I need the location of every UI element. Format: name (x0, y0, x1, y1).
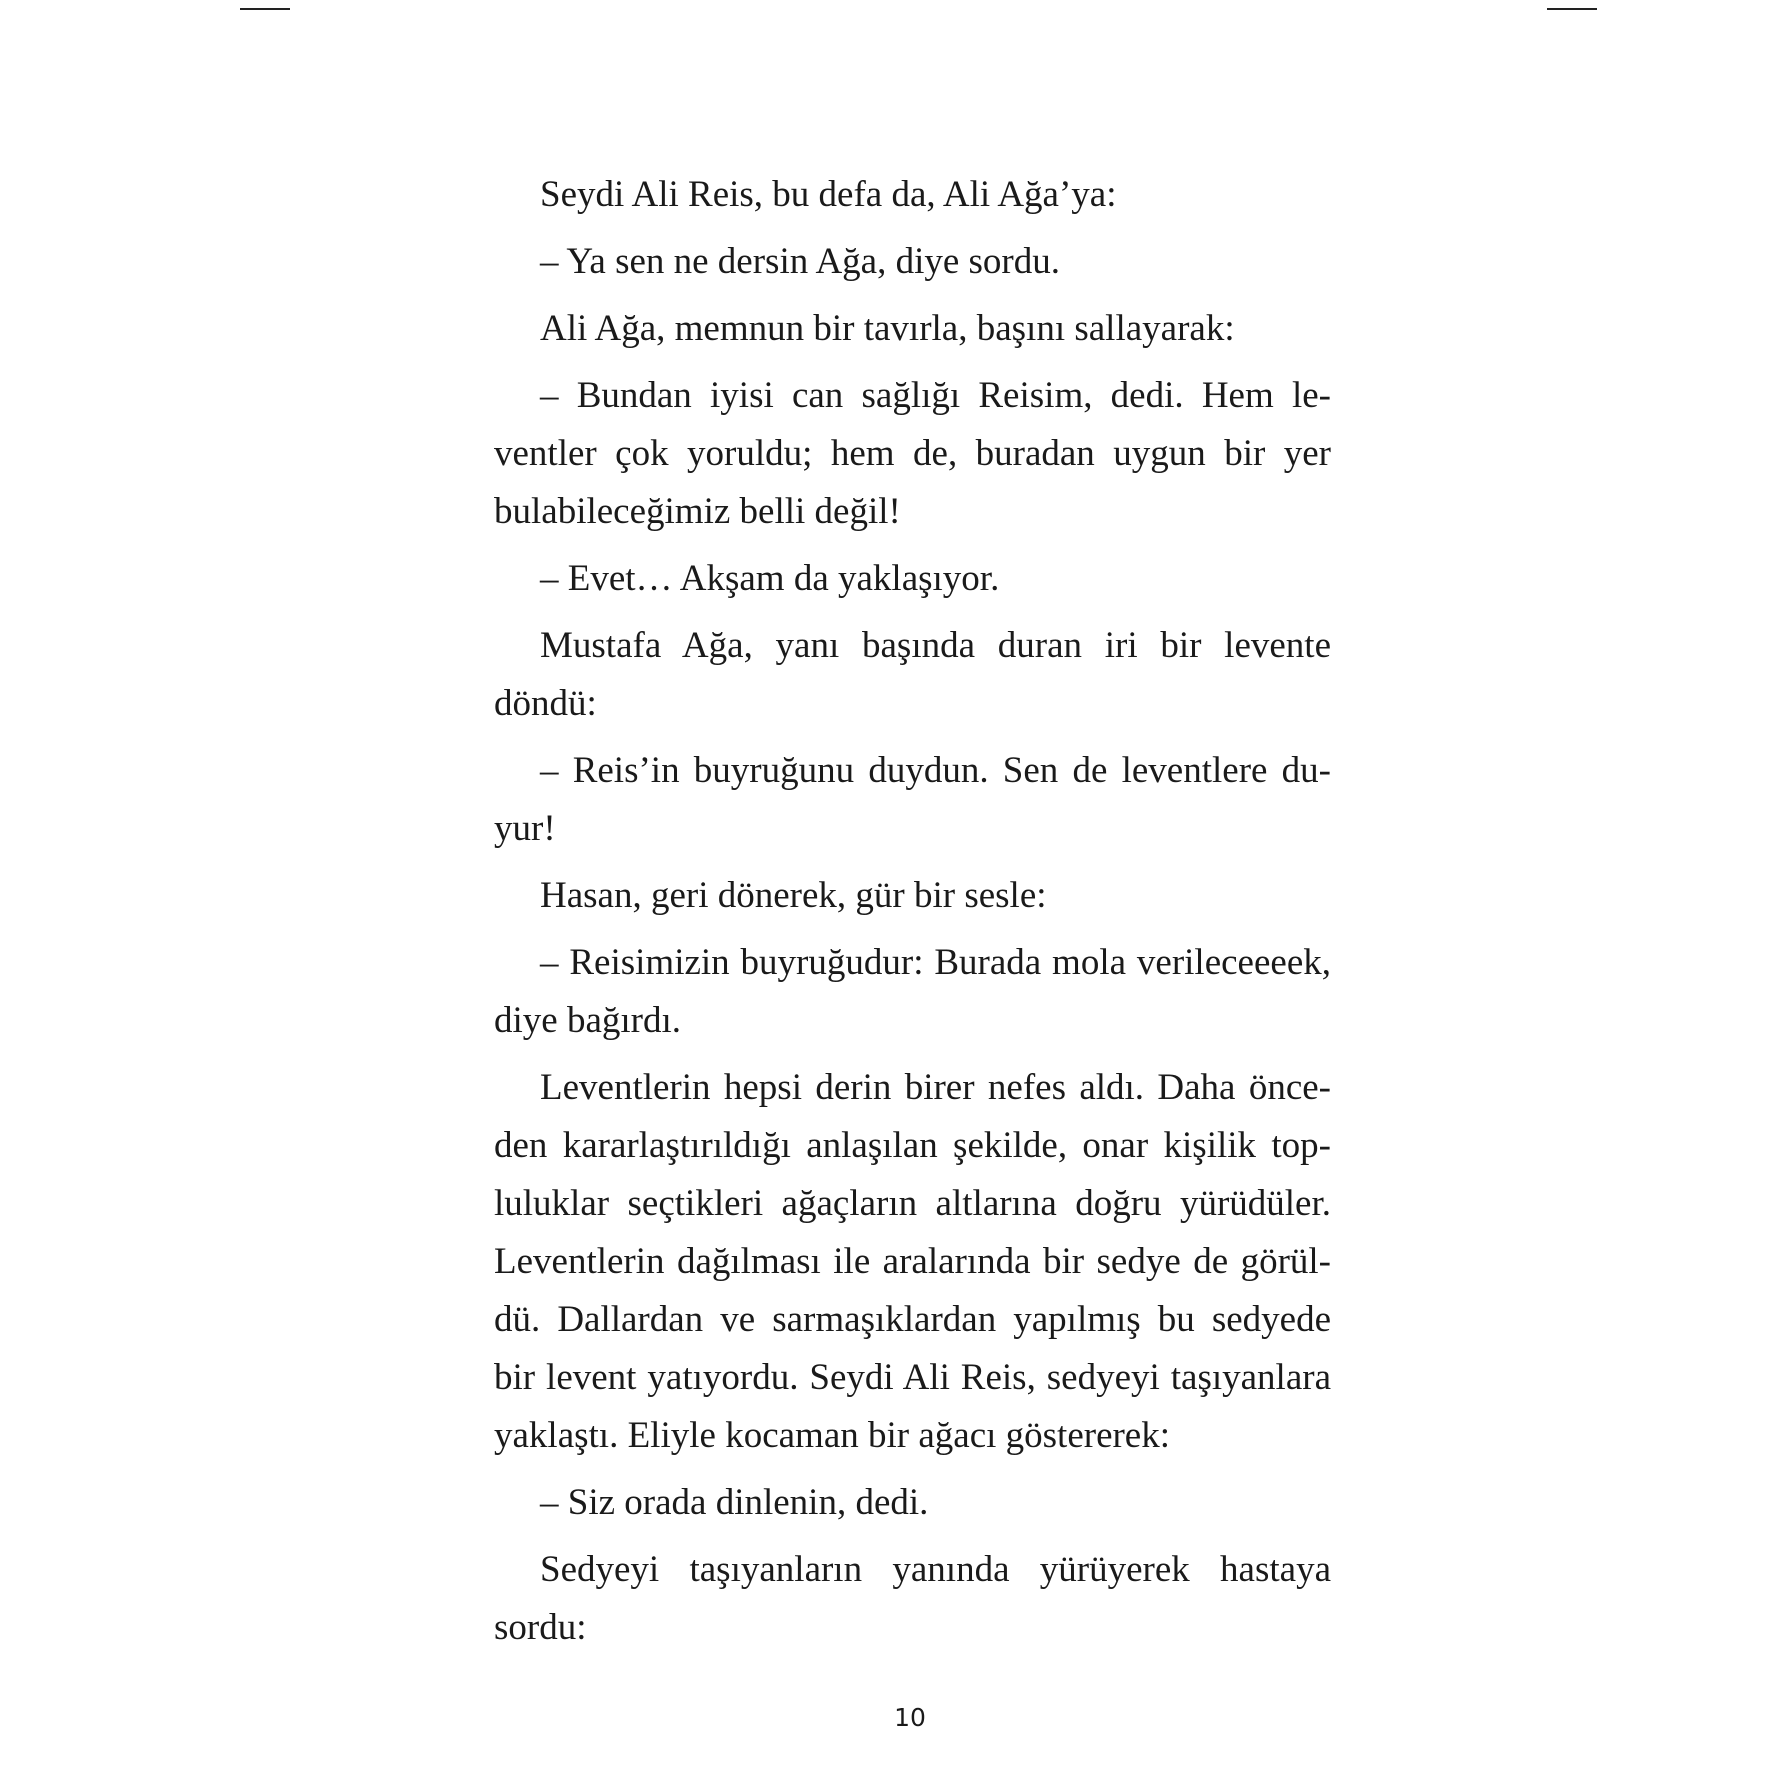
paragraph: Hasan, geri dönerek, gür bir sesle: (540, 875, 1047, 916)
page-body (494, 166, 1331, 1666)
paragraph: Ali Ağa, memnun bir tavırla, başını sallayarak: (540, 308, 1235, 349)
paragraph: – Siz orada dinlenin, dedi. (540, 1482, 929, 1523)
paragraph: – Reis’in buyruğunu duydun. Sen de leventlere duyur! (494, 750, 1331, 849)
paragraph: – Evet… Akşam da yaklaşıyor. (540, 558, 1000, 599)
paragraph: Mustafa Ağa, yanı başında duran iri bir levente döndü: (494, 625, 1331, 724)
crop-mark-left (240, 8, 290, 10)
paragraph: – Bundan iyisi can sağlığı Reisim, dedi. Hem leventler çok yoruldu; hem de, buradan uygun bir yer bulabileceğimiz belli değil! (494, 375, 1331, 532)
paragraph: – Ya sen ne dersin Ağa, diye sordu. (540, 241, 1061, 282)
paragraph: Leventlerin hepsi derin birer nefes aldı. Daha önceden kararlaştırıldığı anlaşılan şekilde, onar kişilik topluluklar seçtikleri ağaçların altlarına doğru yürüdüler. Leventlerin dağılması ile aralarında bir sedye de görüldü. Dallardan ve sarmaşıklardan yapılmış bu sedyede bir levent yatıyordu. Seydi Ali Reis, sedyeyi taşıyanlara yaklaştı. Eliyle kocaman bir ağacı göstererek: (494, 1067, 1331, 1456)
paragraph: – Reisimizin buyruğudur: Burada mola verileceeeek, diye bağırdı. (494, 942, 1331, 1041)
page-number: 10 (894, 1703, 926, 1732)
crop-mark-right (1547, 8, 1597, 10)
paragraph: Sedyeyi taşıyanların yanında yürüyerek hastaya sordu: (494, 1549, 1331, 1648)
paragraph: Seydi Ali Reis, bu defa da, Ali Ağa’ya: (540, 174, 1117, 215)
